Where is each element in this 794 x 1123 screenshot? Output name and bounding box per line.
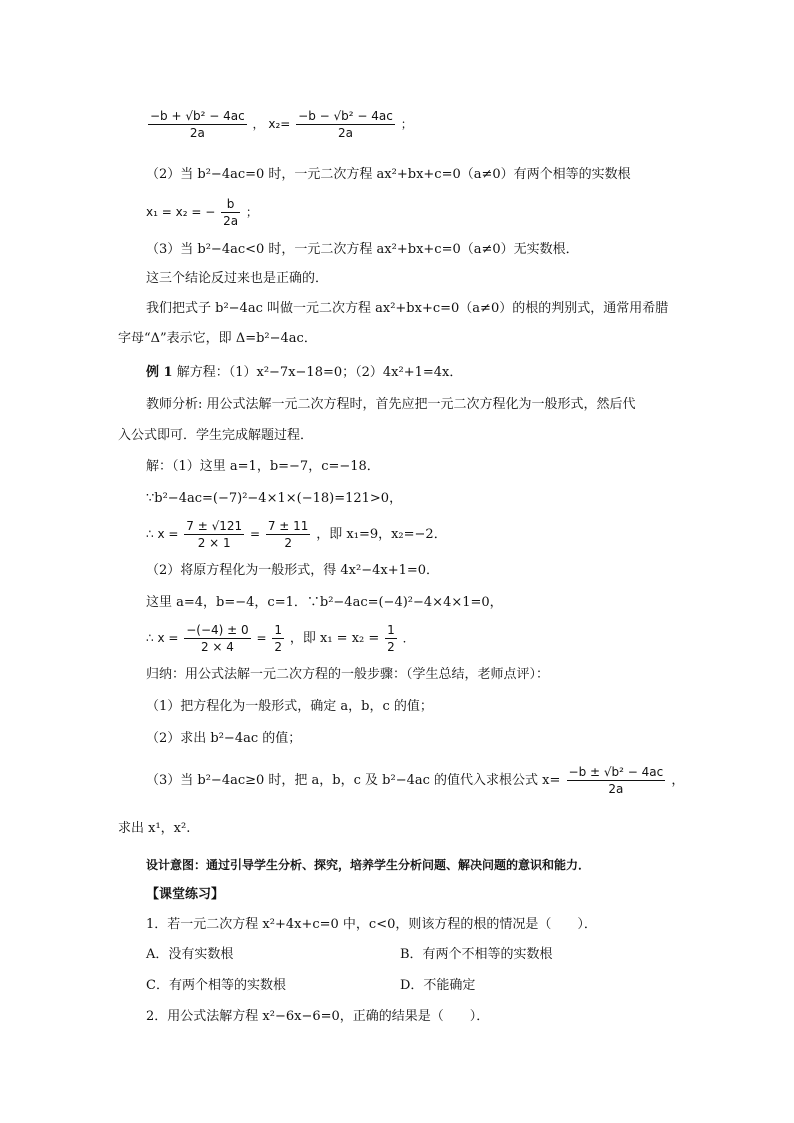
solution-step-6	[146, 622, 415, 655]
solution-step-2: ∵b²−4ac=(−7)²−4×1×(−18)=121>0，	[146, 491, 403, 506]
root-formula-line	[146, 108, 413, 141]
case3-text: （3）当 b²−4ac<0 时，一元二次方程 ax²+bx+c=0（a≠0）无实数根．	[146, 242, 579, 257]
summary-step-3	[146, 764, 684, 797]
case2-numerator: b	[221, 196, 240, 213]
x2-label: x₂=	[268, 117, 291, 131]
s3-fraction-2	[266, 518, 311, 551]
s6-numerator-3: 1	[387, 623, 395, 637]
separator: ，	[252, 117, 265, 131]
s3-numerator-2: 7 ± 11	[267, 519, 309, 533]
x2-denominator: 2a	[338, 126, 354, 140]
case2-end: ；	[245, 205, 258, 219]
s6-end: ．	[402, 631, 415, 645]
practice-q1-option-a: A．没有实数根	[146, 947, 234, 962]
s3-denominator-1: 2 × 1	[197, 536, 231, 550]
s3-prefix: ∴ x =	[146, 527, 179, 541]
step3-text: （3）当 b²−4ac≥0 时，把 a，b，c 及 b²−4ac 的值代入求根公式 x=	[146, 773, 561, 788]
s6-mid: ，即 x₁ = x₂ =	[289, 631, 380, 646]
s6-fraction-2	[272, 622, 284, 655]
example-text: 解方程：（1）x²−7x−18=0；（2）4x²+1=4x．	[176, 365, 463, 380]
step3-fraction	[567, 764, 666, 797]
example-line	[146, 364, 462, 382]
s6-fraction-3	[385, 622, 397, 655]
solution-step-3	[146, 518, 447, 551]
practice-q1: 1．若一元二次方程 x²+4x+c=0 中，c<0，则该方程的根的情况是（ ）．	[146, 917, 597, 932]
converse-text: 这三个结论反过来也是正确的．	[146, 271, 329, 286]
practice-title: 【课堂练习】	[146, 887, 225, 902]
s6-numerator-2: 1	[274, 623, 283, 637]
x1-denominator: 2a	[189, 126, 205, 140]
practice-q1-option-b: B．有两个不相等的实数根	[400, 947, 553, 962]
analysis-line-2: 入公式即可．学生完成解题过程．	[118, 428, 314, 443]
x2-numerator: −b − √b² − 4ac	[298, 109, 393, 123]
solution-step-5: 这里 a=4，b=−4，c=1．∵b²−4ac=(−4)²−4×4×1=0，	[146, 595, 503, 610]
s6-denominator-3: 2	[387, 640, 395, 654]
s6-fraction-1	[184, 622, 250, 655]
case2-equation	[146, 196, 258, 229]
s6-equals: =	[256, 631, 267, 645]
practice-q1-option-d: D．不能确定	[400, 978, 476, 993]
discriminant-line-2: 字母“Δ”表示它，即 Δ=b²−4ac．	[118, 331, 317, 346]
x1-fraction	[148, 108, 247, 141]
practice-q1-option-c: C．有两个相等的实数根	[146, 978, 286, 993]
s3-suffix: ，即 x₁=9，x₂=−2．	[316, 527, 447, 542]
discriminant-line-1: 我们把式子 b²−4ac 叫做一元二次方程 ax²+bx+c=0（a≠0）的根的判别式，通常用希腊	[146, 301, 669, 316]
x2-fraction	[296, 108, 395, 141]
example-label: 例 1	[146, 365, 173, 380]
solution-step-1: 解：（1）这里 a=1，b=−7，c=−18．	[146, 459, 380, 474]
case2-text: （2）当 b²−4ac=0 时，一元二次方程 ax²+bx+c=0（a≠0）有两个相等的实数根	[146, 167, 631, 182]
case2-eq-label: x₁ = x₂ = −	[146, 205, 216, 219]
step3-denominator: 2a	[608, 782, 624, 796]
analysis-line-1: 教师分析: 用公式法解一元二次方程时，首先应把一元二次方程化为一般形式，然后代	[146, 397, 636, 412]
s3-denominator-2: 2	[284, 536, 292, 550]
solution-step-4: （2）将原方程化为一般形式，得 4x²−4x+1=0．	[146, 563, 440, 578]
summary-step-1: （1）把方程化为一般形式，确定 a，b，c 的值；	[146, 699, 433, 714]
s3-numerator-1: 7 ± √121	[186, 519, 243, 533]
design-intent: 设计意图：通过引导学生分析、探究，培养学生分析问题、解决问题的意识和能力．	[146, 858, 591, 872]
step3-numerator: −b ± √b² − 4ac	[568, 765, 664, 779]
practice-q2: 2．用公式法解方程 x²−6x−6=0，正确的结果是（ ）．	[146, 1009, 490, 1024]
s6-denominator-2: 2	[274, 640, 283, 654]
case2-denominator: 2a	[223, 214, 239, 228]
summary-step-3-cont: 求出 x¹，x².	[118, 821, 191, 836]
summary-step-2: （2）求出 b²−4ac 的值；	[146, 731, 302, 746]
s6-numerator-1: −(−4) ± 0	[186, 623, 249, 637]
x1-numerator: −b + √b² − 4ac	[150, 109, 245, 123]
s3-equals: =	[249, 527, 261, 541]
step3-end: ，	[671, 773, 685, 788]
s3-fraction-1	[184, 518, 244, 551]
case2-fraction	[221, 196, 240, 229]
summary-title: 归纳：用公式法解一元二次方程的一般步骤：（学生总结，老师点评）：	[146, 667, 550, 682]
s6-prefix: ∴ x =	[146, 631, 179, 645]
formula-end: ；	[400, 117, 413, 131]
s6-denominator-1: 2 × 4	[200, 640, 234, 654]
